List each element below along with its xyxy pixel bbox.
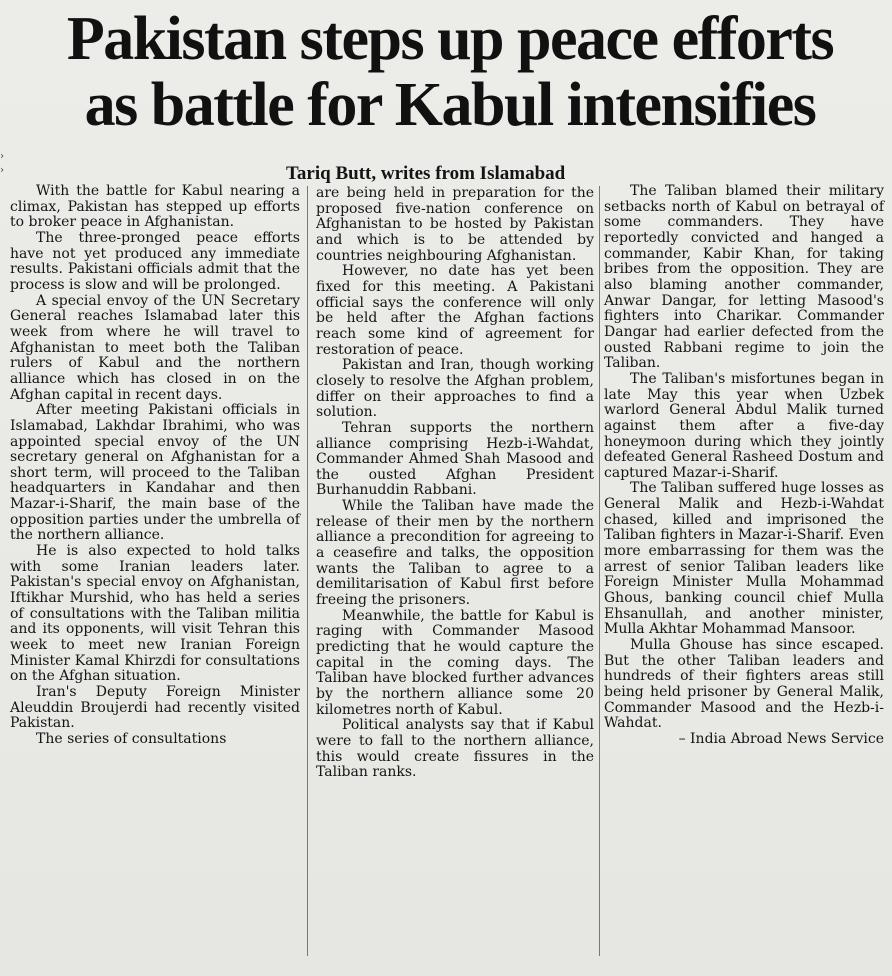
paragraph: However, no date has yet been fixed for this meeting. A Pakistani official says the conference will only be held after the Afghan factions reach some kind of agreement for restoration of peace.: [316, 263, 594, 358]
byline: Tariq Butt, writes from Islamabad: [286, 163, 566, 184]
paragraph: The Taliban blamed their military setbacks north of Kabul on betrayal of some commanders. They have reportedly convicted and hanged a commander, Kabir Khan, for taking bribes from the opposition. They are also blaming another commander, Anwar Dangar, for letting Masood's fighters into Charikar. Commander Dangar had earlier defected from the ousted Rabbani regime to join the Taliban.: [604, 183, 884, 372]
column-divider: [307, 186, 308, 956]
adjacent-column-fragment: › ›: [0, 151, 4, 176]
news-service-credit: – India Abroad News Service: [678, 730, 884, 747]
column-divider: [599, 186, 600, 956]
paragraph: The Taliban suffered huge losses as General Malik and Hezb-i-Wahdat chased, killed and imprisoned the Taliban fighters in Mazar-i-Sharif. Even more embarrassing for them was the arrest of senior Taliban leaders like Foreign Minister Mulla Mohammad Ghous, banking council chief Mulla Ehsanullah, and another minister, Mulla Akhtar Mohammad Mansoor.: [604, 480, 884, 638]
paragraph: The Taliban's misfortunes began in late May this year when Uzbek warlord General Abdul Malik turned against them after a five-day honeymoon during which they jointly defeated General Rasheed Dostum and captured Mazar-i-Sharif.: [604, 370, 884, 481]
paragraph: The three-pronged peace efforts have not yet produced any immediate results. Pakistani officials admit that the process is slow and will be prolonged.: [10, 229, 300, 293]
paragraph: Meanwhile, the battle for Kabul is raging with Commander Masood predicting that he would capture the capital in the coming days. The Taliban have blocked further advances by the northern alliance some 20 kilometres north of Kabul.: [316, 607, 594, 718]
paragraph: After meeting Pakistani officials in Islamabad, Lakhdar Ibrahimi, who was appointed special envoy of the UN secretary general on Afghanistan for a short term, will proceed to the Taliban headquarters in Kandahar and then Mazar-i-Sharif, the main base of the opposition parties under the umbrella of the northern alliance.: [10, 402, 300, 544]
column-1: [10, 184, 300, 748]
paragraph: Tehran supports the northern alliance comprising Hezb-i-Wahdat, Commander Ahmed Shah Masood and the ousted Afghan President Burhanuddin Rabbani.: [316, 419, 594, 499]
column-3: [604, 184, 884, 748]
paragraph: Mulla Ghouse has since escaped. But the other Taliban leaders and hundreds of their fighters areas still being held prisoner by General Malik, Commander Masood and the Hezb-i-Wahdat.: [604, 637, 884, 732]
paragraph: Pakistan and Iran, though working closely to resolve the Afghan problem, differ on their approaches to find a solution.: [316, 357, 594, 421]
paragraph: While the Taliban have made the release of their men by the northern alliance a precondition for agreeing to a ceasefire and talks, the opposition wants the Taliban to agree to a demilitarisation of Kabul first before freeing the prisoners.: [316, 498, 594, 609]
paragraph: He is also expected to hold talks with some Iranian leaders later. Pakistan's special envoy on Afghanistan, Iftikhar Murshid, who has held a series of consultations with the Taliban militia and its opponents, will visit Tehran this week to meet new Iranian Foreign Minister Kamal Khirzdi for consultations on the Afghan situation.: [10, 543, 300, 685]
paragraph: Iran's Deputy Foreign Minister Aleuddin Broujerdi had recently visited Pakistan.: [10, 684, 300, 732]
paragraph: The series of consultations: [36, 730, 227, 747]
headline-line-1: Pakistan steps up peace efforts: [66, 5, 834, 73]
paragraph: Political analysts say that if Kabul were to fall to the northern alliance, this would create fissures in the Taliban ranks.: [316, 717, 594, 781]
headline-line-2: as battle for Kabul intensifies: [84, 71, 816, 139]
paragraph: A special envoy of the UN Secretary General reaches Islamabad later this week from where he will travel to Afghanistan to meet both the Taliban rulers of Kabul and the northern alliance which has closed in on the Afghan capital in recent days.: [10, 292, 300, 403]
headline: [14, 6, 886, 138]
column-2: [316, 186, 594, 781]
paragraph: With the battle for Kabul nearing a climax, Pakistan has stepped up efforts to broker peace in Afghanistan.: [10, 183, 300, 231]
paragraph: are being held in preparation for the proposed five-nation conference on Afghanistan to be hosted by Pakistan and which is to be attended by countries neighbouring Afghanistan.: [316, 185, 594, 264]
